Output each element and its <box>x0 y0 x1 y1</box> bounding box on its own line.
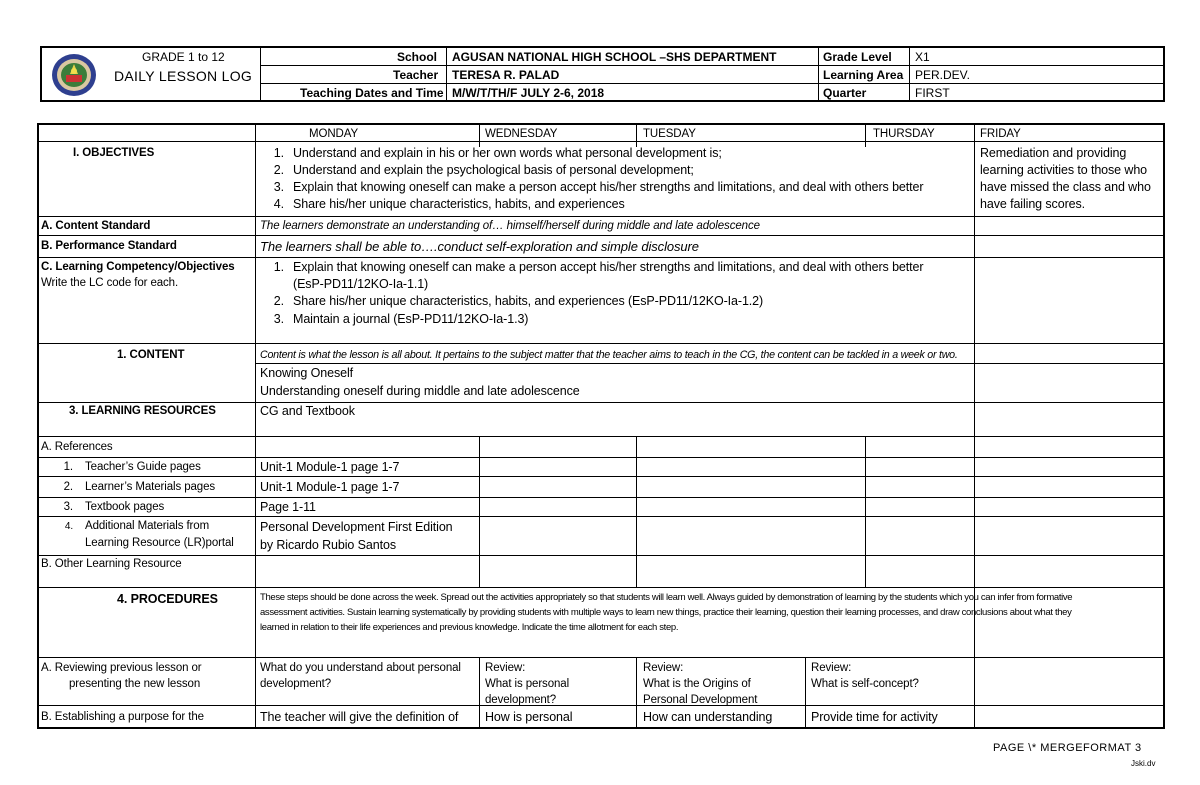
procedures-heading: 4. PROCEDURES <box>117 592 218 606</box>
learning-resources-text: CG and Textbook <box>260 404 355 418</box>
purpose-monday: The teacher will give the definition of <box>260 710 459 724</box>
additional-materials-value-2: by Ricardo Rubio Santos <box>260 538 396 552</box>
dates-label: Teaching Dates and Time <box>300 86 444 100</box>
learning-area-label: Learning Area <box>823 68 904 82</box>
objective-item: 1. Understand and explain in his or her own words what personal development is; <box>273 146 722 160</box>
footer-code: Jski.dv <box>1131 759 1156 768</box>
review-tuesday-3: Personal Development <box>643 694 758 706</box>
additional-materials-label-2: Learning Resource (LR)portal <box>85 537 234 549</box>
friday-objective-line: learning activities to those who <box>980 163 1148 177</box>
competency-label: C. Learning Competency/Objectives <box>41 261 235 273</box>
purpose-thursday: Provide time for activity <box>811 710 938 724</box>
content-heading: 1. CONTENT <box>117 349 185 361</box>
references-label: A. References <box>41 441 113 453</box>
learning-resources-heading: 3. LEARNING RESOURCES <box>69 405 216 417</box>
review-wednesday: Review: <box>485 662 526 674</box>
review-wednesday-3: development? <box>485 694 557 706</box>
log-title: DAILY LESSON LOG <box>114 68 253 84</box>
deped-seal-icon <box>48 52 100 98</box>
procedures-note: These steps should be done across the week. Spread out the activities appropriately so that students will learn well. Always guided by demonstration of learning by the students which you can infer from formative <box>260 592 1073 603</box>
objectives-heading: I. OBJECTIVES <box>73 147 155 159</box>
dates-value: M/W/T/TH/F JULY 2-6, 2018 <box>452 86 605 100</box>
grade-level-value: X1 <box>915 50 930 64</box>
lesson-table <box>37 123 1165 729</box>
school-value: AGUSAN NATIONAL HIGH SCHOOL –SHS DEPARTMENT <box>452 50 777 64</box>
performance-standard-text: The learners shall be able to….conduct self-exploration and simple disclosure <box>260 239 699 254</box>
purpose-label: B. Establishing a purpose for the <box>41 711 204 723</box>
day-thursday: THURSDAY <box>873 128 935 140</box>
competency-item: 1. Explain that knowing oneself can make a person accept his/her strengths and limitations, and deal with others better <box>273 260 924 274</box>
review-tuesday-2: What is the Origins of <box>643 678 751 690</box>
textbook-value: Page 1-11 <box>260 500 316 514</box>
quarter-label: Quarter <box>823 86 867 100</box>
friday-objective-line: have missed the class and who <box>980 180 1151 194</box>
competency-item: 3. Maintain a journal (EsP-PD11/12KO-Ia-1.3) <box>273 312 529 326</box>
additional-materials-value: Personal Development First Edition <box>260 520 453 534</box>
grade-range: GRADE 1 to 12 <box>142 50 225 64</box>
header-box <box>40 46 1165 102</box>
objective-item: 4. Share his/her unique characteristics, habits, and experiences <box>273 197 625 211</box>
learners-materials-label: 2. Learner’s Materials pages <box>63 481 216 493</box>
learning-area-value: PER.DEV. <box>915 68 970 82</box>
content-line: Knowing Oneself <box>260 366 354 380</box>
review-monday-2: development? <box>260 678 332 690</box>
page-field: PAGE \* MERGEFORMAT 3 <box>993 742 1142 754</box>
friday-objective-line: Remediation and providing <box>980 146 1127 160</box>
review-label-2: presenting the new lesson <box>69 678 201 690</box>
review-thursday-2: What is self-concept? <box>811 678 919 690</box>
review-wednesday-2: What is personal <box>485 678 570 690</box>
additional-materials-label: 4. Additional Materials from <box>64 520 210 532</box>
competency-sublabel: Write the LC code for each. <box>41 277 179 289</box>
review-thursday: Review: <box>811 662 852 674</box>
other-resource-label: B. Other Learning Resource <box>41 558 182 570</box>
quarter-value: FIRST <box>915 86 950 100</box>
objective-item: 3. Explain that knowing oneself can make a person accept his/her strengths and limitations, and deal with others better <box>273 180 924 194</box>
performance-standard-label: B. Performance Standard <box>41 240 177 252</box>
review-monday: What do you understand about personal <box>260 662 461 674</box>
competency-code: (EsP-PD11/12KO-Ia-1.1) <box>293 277 429 291</box>
learners-materials-value: Unit-1 Module-1 page 1-7 <box>260 480 400 494</box>
teachers-guide-value: Unit-1 Module-1 page 1-7 <box>260 460 400 474</box>
review-label: A. Reviewing previous lesson or <box>41 662 202 674</box>
teacher-value: TERESA R. PALAD <box>452 68 560 82</box>
grade-level-label: Grade Level <box>823 50 892 64</box>
procedures-note: learned in relation to their life experiences and previous knowledge. Indicate the time allotment for each step. <box>260 622 679 633</box>
procedures-note: assessment activities. Sustain learning systematically by providing students with multiple ways to learn new things, practice their learning, question their learning processes, and draw conclusions about what they <box>260 607 1072 618</box>
content-standard-label: A. Content Standard <box>41 220 151 232</box>
teachers-guide-label: 1. Teacher’s Guide pages <box>63 461 201 473</box>
teacher-label: Teacher <box>393 68 439 82</box>
purpose-wednesday: How is personal <box>485 710 573 724</box>
review-tuesday: Review: <box>643 662 684 674</box>
day-wednesday: WEDNESDAY <box>485 128 558 140</box>
school-label: School <box>397 50 438 64</box>
content-line: Understanding oneself during middle and late adolescence <box>260 384 580 398</box>
content-standard-text: The learners demonstrate an understanding of… himself/herself during middle and late adolescence <box>260 220 760 232</box>
objective-item: 2. Understand and explain the psychological basis of personal development; <box>273 163 694 177</box>
purpose-tuesday: How can understanding <box>643 710 773 724</box>
day-friday: FRIDAY <box>980 128 1021 140</box>
competency-item: 2. Share his/her unique characteristics, habits, and experiences (EsP-PD11/12KO-Ia-1.2) <box>273 294 764 308</box>
textbook-label: 3. Textbook pages <box>63 501 165 513</box>
day-monday: MONDAY <box>309 128 359 140</box>
day-tuesday: TUESDAY <box>643 128 696 140</box>
friday-objective-line: have failing scores. <box>980 197 1086 211</box>
content-note: Content is what the lesson is all about. It pertains to the subject matter that the teacher aims to teach in the CG, the content can be tackled in a week or two. <box>260 349 958 361</box>
